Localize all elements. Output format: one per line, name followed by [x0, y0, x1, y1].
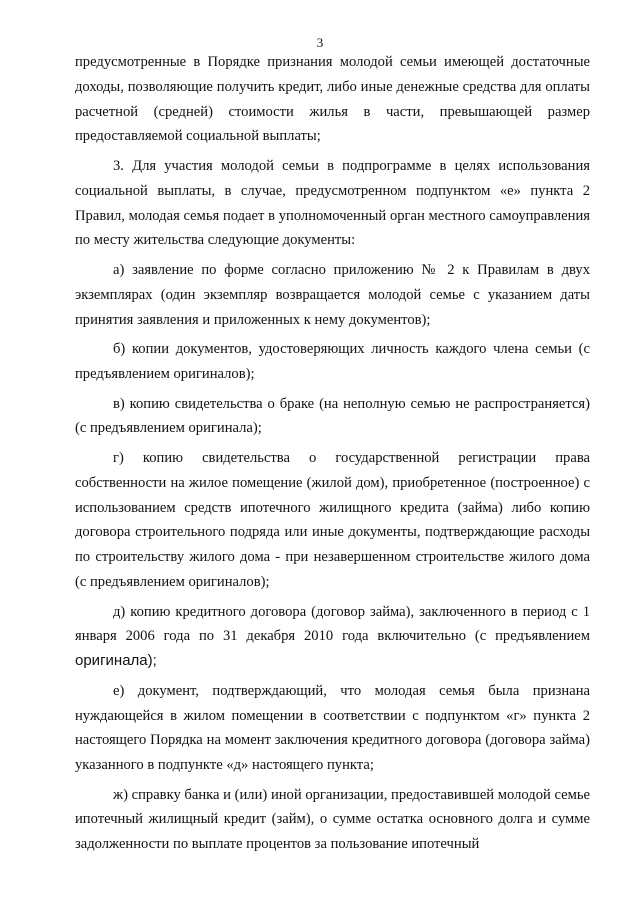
paragraph-item-d-main: д) копию кредитного договора (договор займа), заключенного в период с 1 января 2006 года по 31 декабря 2010 года включительно (с предъявлением	[75, 603, 590, 645]
paragraph-item-e: е) документ, подтверждающий, что молодая семья была признана нуждающейся в жилом помещении в соответствии с подпунктом «г» пункта 2 настоящего Порядка на момент заключения кредитного договора (договора займа) указанного в подпункте «д» настоящего пункта;	[75, 682, 590, 774]
page-number: 3	[316, 35, 324, 50]
paragraph-item-d	[75, 600, 590, 674]
paragraph-item-b: б) копии документов, удостоверяющих личность каждого члена семьи (с предъявлением оригиналов);	[75, 341, 590, 382]
document-body	[75, 50, 590, 862]
paragraph-item-zh: ж) справку банка и (или) иной организации, предоставившей молодой семье ипотечный жилищный кредит (займ), о сумме остатка основного долга и сумме задолженности по выплате процентов за пользование ипотечный	[75, 786, 590, 853]
paragraph-item-v: в) копию свидетельства о браке (на неполную семью не распространяется) (с предъявлением оригинала);	[75, 395, 590, 437]
paragraph-item-d-tail: оригинала);	[75, 652, 157, 670]
paragraph-item-a: а) заявление по форме согласно приложению № 2 к Правилам в двух экземплярах (один экземпляр возвращается молодой семье с указанием даты принятия заявления и приложенных к нему документов);	[75, 261, 590, 328]
paragraph-continuation: предусмотренные в Порядке признания молодой семьи имеющей достаточные доходы, позволяющие получить кредит, либо иные денежные средства для оплаты расчетной (средней) стоимости жилья в части, превышающей размер предоставляемой социальной выплаты;	[75, 54, 590, 145]
paragraph-item-g: г) копию свидетельства о государственной регистрации права собственности на жилое помещение (жилой дом), приобретенное (построенное) с использованием средств ипотечного жилищного кредита (займа) либо копию договора строительного подряда или иные документы, подтверждающие расходы по строительству жилого дома - при незавершенном строительстве жилого дома (с предъявлением оригиналов);	[75, 449, 590, 590]
paragraph-item-3: 3. Для участия молодой семьи в подпрограмме в целях использования социальной выплаты, в случае, предусмотренном подпунктом «е» пункта 2 Правил, молодая семья подает в уполномоченный орган местного самоуправления по месту жительства следующие документы:	[75, 157, 590, 249]
